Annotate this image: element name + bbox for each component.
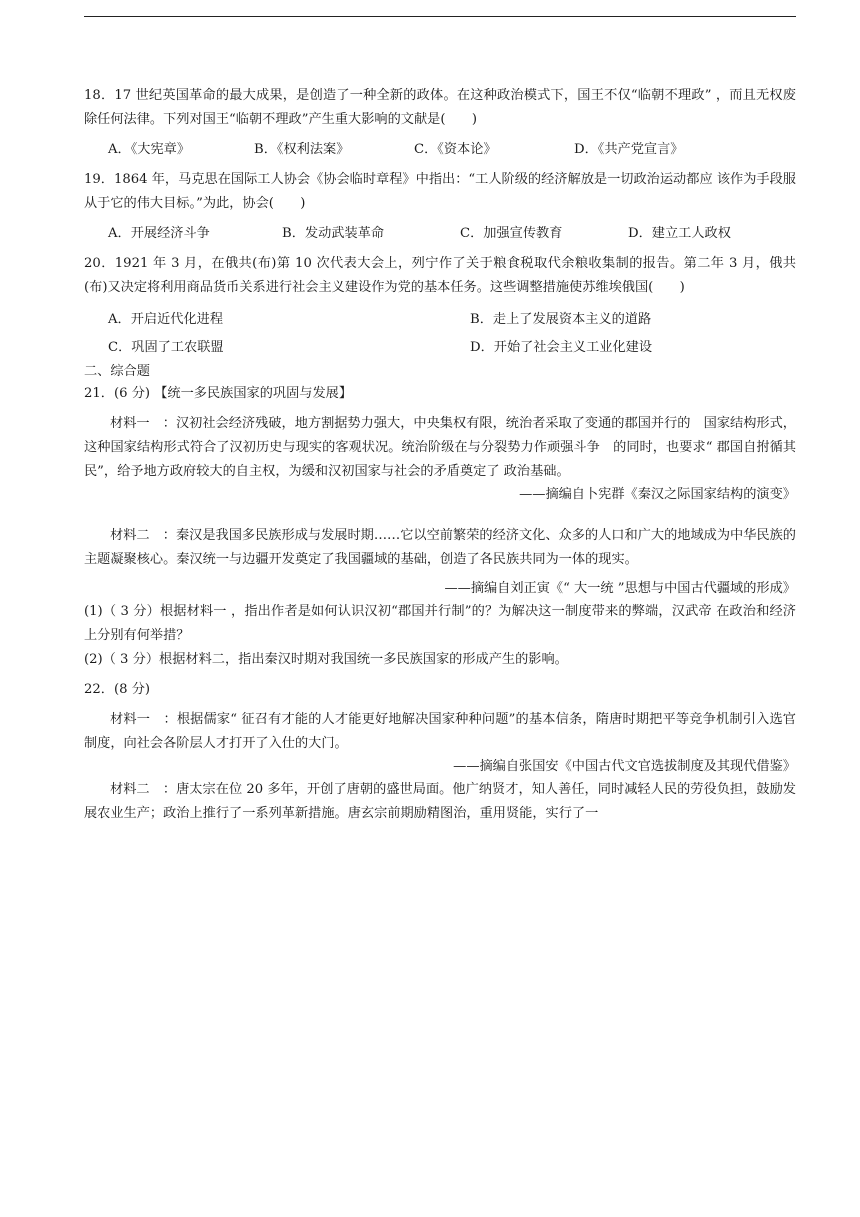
option-c: C．《资本论》	[414, 142, 497, 157]
q22-material-1: 材料一 ：根据儒家“ 征召有才能的人才能更好地解决国家种种问题”的基本信条，隋唐时期把平等竞争机制引入选官制度，向社会各阶层人才打开了入仕的大门。	[84, 712, 796, 751]
question-20-stem: 20．1921 年 3 月，在俄共(布)第 10 次代表大会上，列宁作了关于粮食税取代余粮收集制的报告。第二年 3 月，俄共(布)又决定将利用商品货币关系进行社会主义建设作为党的基本任务。这些调整措施使苏维埃俄国( )	[84, 256, 796, 295]
option-d: D．《共产党宣言》	[574, 142, 684, 157]
question-18-stem: 18．17 世纪英国革命的最大成果，是创造了一种全新的政体。在这种政治模式下，国王不仅“临朝不理政” ，而且无权废除任何法律。下列对国王“临朝不理政”产生重大影响的文献是( )	[84, 88, 796, 127]
q22-material-2: 材料二 ：唐太宗在位 20 多年，开创了唐朝的盛世局面。他广纳贤才，知人善任，同时减轻人民的劳役负担，鼓励发展农业生产；政治上推行了一系列革新措施。唐玄宗前期励精图治，重用贤能，实行了一	[84, 782, 796, 821]
q21-source-1: ——摘编自卜宪群《秦汉之际国家结构的演变》	[519, 487, 796, 502]
option-a: A．《大宪章》	[108, 142, 191, 157]
section-heading: 二、综合题	[84, 364, 150, 379]
question-19-options	[84, 222, 796, 246]
question-19-stem: 19．1864 年，马克思在国际工人协会《协会临时章程》中指出：“工人阶级的经济解放是一切政治运动都应 该作为手段服从于它的伟大目标。”为此，协会( )	[84, 172, 796, 211]
option-b: B．发动武装革命	[282, 226, 385, 241]
option-d: D．建立工人政权	[628, 226, 731, 241]
exam-page	[84, 84, 796, 826]
option-c: C．巩固了工农联盟	[108, 340, 224, 355]
question-20-options	[84, 306, 796, 362]
option-d: D．开始了社会主义工业化建设	[470, 340, 653, 355]
option-b: B．走上了发展资本主义的道路	[470, 312, 652, 327]
option-a: A．开启近代化进程	[108, 312, 224, 327]
question-22-header: 22．(8 分)	[84, 682, 151, 697]
question-18-options	[84, 138, 796, 162]
q21-source-2: ——摘编自刘正寅《“ 大一统 ”思想与中国古代疆域的形成》	[444, 581, 796, 596]
question-21-header: 21．(6 分) 【统一多民族国家的巩固与发展】	[84, 386, 353, 401]
header-rule	[84, 16, 796, 17]
option-b: B．《权利法案》	[254, 142, 350, 157]
q21-question-2: (2)（ 3 分）根据材料二，指出秦汉时期对我国统一多民族国家的形成产生的影响。	[84, 652, 568, 667]
q22-source-1: ——摘编自张国安《中国古代文官选拔制度及其现代借鉴》	[453, 759, 796, 774]
q21-material-2: 材料二 ：秦汉是我国多民族形成与发展时期……它以空前繁荣的经济文化、众多的人口和广大的地域成为中华民族的主题凝聚核心。秦汉统一与边疆开发奠定了我国疆域的基础，创造了各民族共同为一体的现实。	[84, 528, 796, 567]
q21-material-1: 材料一 ：汉初社会经济残破，地方割据势力强大，中央集权有限，统治者采取了变通的郡国并行的 国家结构形式，这种国家结构形式符合了汉初历史与现实的客观状况。统治阶级在与分裂势力作顽强斗争 的同时，也要求“ 郡国自拊循其民”，给予地方政府较大的自主权，为缓和汉初国家与社会的矛盾奠定了 政治基础。	[84, 416, 796, 479]
option-a: A．开展经济斗争	[108, 226, 210, 241]
option-c: C．加强宣传教育	[460, 226, 563, 241]
q21-question-1: (1)（ 3 分）根据材料一 ，指出作者是如何认识汉初“郡国并行制”的？为解决这一制度带来的弊端，汉武帝 在政治和经济上分别有何举措？	[84, 604, 796, 643]
